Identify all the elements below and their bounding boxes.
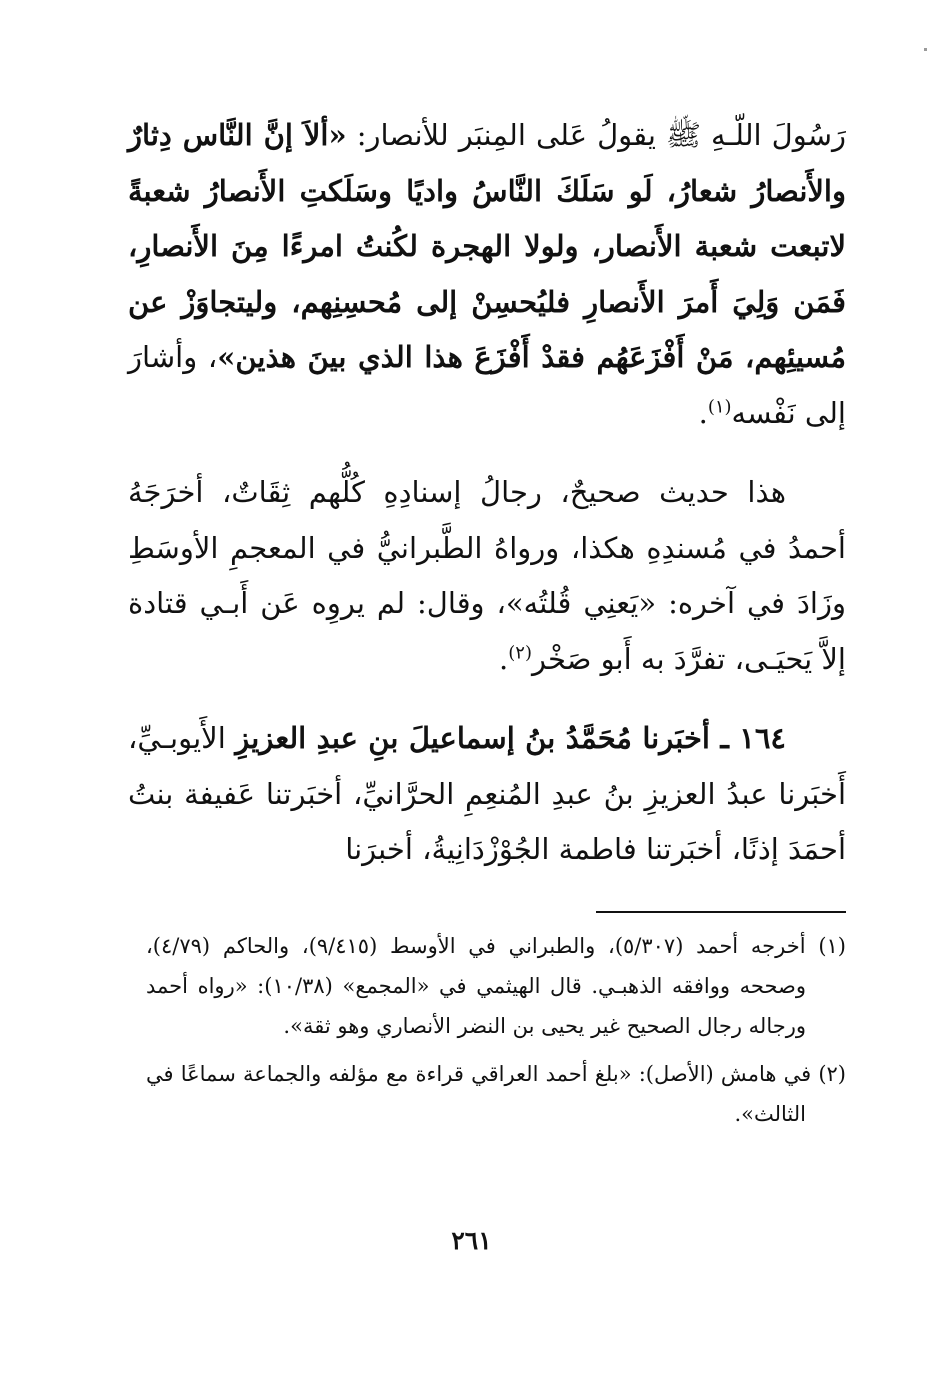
hadith-164-number: ١٦٤ ـ أخبَرنا مُحَمَّدُ بنُ إسماعيلَ بنِ عبدِ العزيزِ [235,721,786,755]
commentary-end: . [499,641,509,676]
commentary-paragraph [128,465,846,687]
hadith-164-paragraph [128,711,846,878]
main-text [128,108,846,878]
footnote-2-text: في هامش (الأصل): «بلغ أحمد العراقي قراءة مع مؤلفه والجماعة سماعًا في الثالث». [146,1062,819,1126]
hadith-163-end: . [698,395,708,430]
footnote-divider [596,911,846,913]
commentary-text: هذا حديث صحيحٌ، رجالُ إسنادِهِ كُلُّهم ثِقَاتٌ، أخرَجَهُ أحمدُ في مُسندِهِ هكذا، ورواهُ الطَّبرانيُّ في المعجمِ الأوسَطِ وزَادَ في آخره: «يَعنِي قُلتُه»، وقال: لم يروِه عَن أَبـي قتادة إلاَّ يَحيَـى، تفرَّدَ به أَبو صَخْر [128,475,846,676]
scan-speck [924,48,927,51]
footnote-1-text: أخرجه أحمد (٥/٣٠٧)، والطبراني في الأوسط (٩/٤١٥)، والحاكم (٤/٧٩)، وصححه ووافقه الذهبـي. قال الهيثمي في «المجمع» (١٠/٣٨): «رواه أحمد ورجاله رجال الصحيح غير يحيى بن النضر الأنصاري وهو ثقة». [146,934,819,1038]
footnote-1-label: (١) [818,934,846,958]
footnote-1 [146,926,846,1046]
hadith-163-paragraph [128,108,846,441]
page-number: ٢٦١ [451,1226,492,1255]
footnote-2-label: (٢) [818,1062,846,1086]
footnote-2 [146,1054,846,1134]
footnote-ref-2: (٢) [508,641,532,663]
hadith-164-text: الأَيوبـيِّ، أَخبَرنا عبدُ العزيزِ بنُ عبدِ المُنعِمِ الحرَّانيِّ، أخبَرتنا عَفيفة بنتُ أحمَدَ إذنًا، أخبَرتنا فاطمة الجُوْزْدَانِيةُ، أخبرَنا [128,721,846,866]
hadith-163-intro: رَسُولَ اللّـهِ ﷺ يقولُ عَلى المِنبَر للأنصار: [346,118,847,152]
footnotes [146,926,846,1142]
hadith-163-closing: ، وأشارَ إلى نَفْسه [128,340,846,430]
footnote-ref-1: (١) [707,395,732,417]
hadith-163-quote: «ألاَ إنَّ النَّاس دِثارٌ والأَنصارُ شعارُ، لَو سَلَكَ النَّاسُ واديًا وسَلَكتِ الأَنصارُ شعبةً لاتبعت شعبة الأَنصار، ولولا الهجرة لكُنتُ امرءًا مِنَ الأَنصارِ، فَمَن وَلِيَ أَمرَ الأَنصارِ فليُحسِنْ إلى مُحسِنِهم، وليتجاوَزْ عن مُسيئِهم، مَنْ أَفْزَعَهُم فقدْ أَفْزَعَ هذا الذي بينَ هذين» [128,118,846,374]
